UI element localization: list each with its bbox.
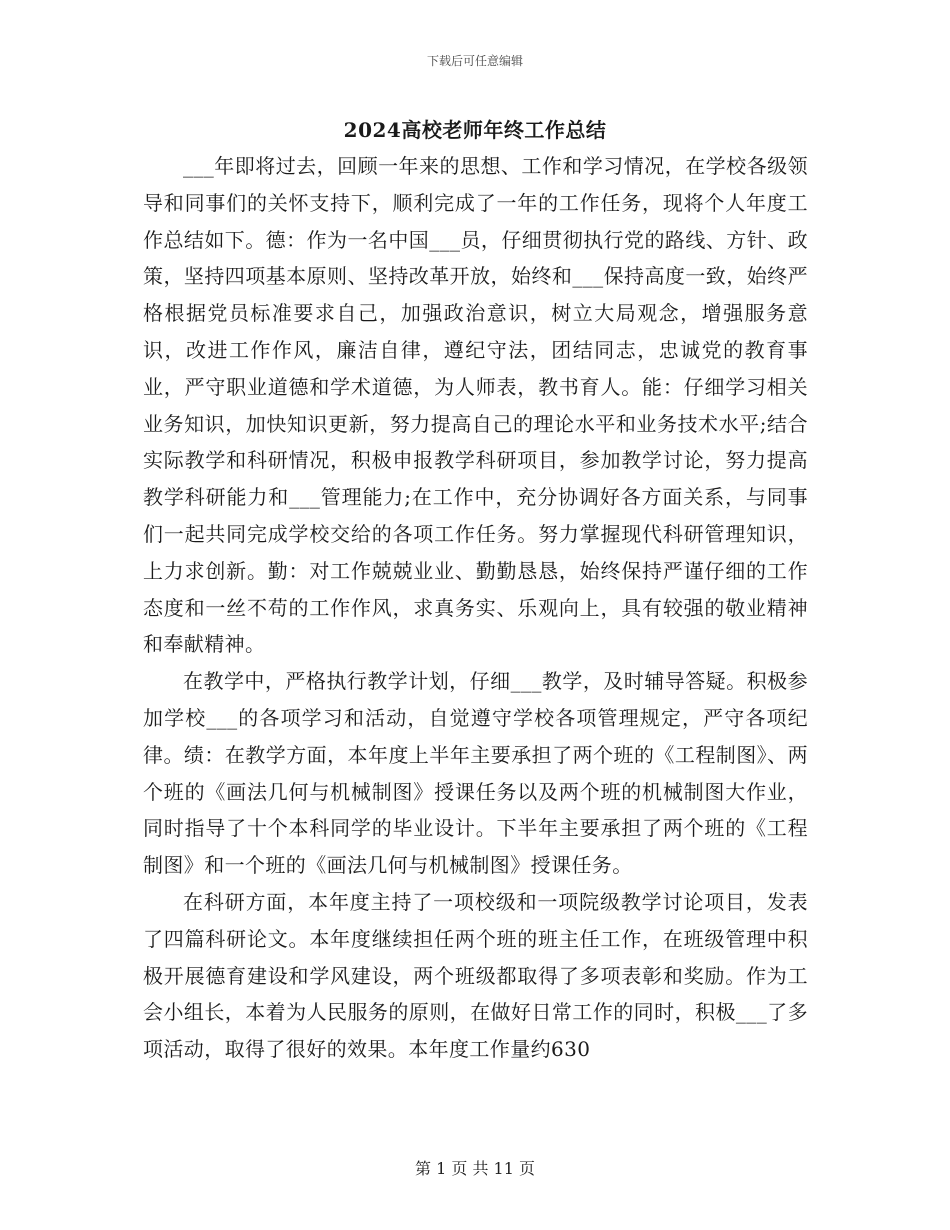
paragraph-3: 在科研方面，本年度主持了一项校级和一项院级教学讨论项目，发表了四篇科研论文。本年度继续担任两个班的班主任工作，在班级管理中积极开展德育建设和学风建设，两个班级都取得了多项表彰和奖励。作为工会小组长，本着为人民服务的原则，在做好日常工作的同时，积极___了多项活动，取得了很好的效果。本年度工作量约630 [143,889,808,1062]
document-title: 2024高校老师年终工作总结 [343,118,607,142]
page-header-note: 下载后可任意编辑 [426,54,523,68]
document-body [143,148,808,1068]
paragraph-1: ___年即将过去，回顾一年来的思想、工作和学习情况，在学校各级领导和同事们的关怀支持下，顺利完成了一年的工作任务，现将个人年度工作总结如下。德：作为一名中国___员，仔细贯彻执行党的路线、方针、政策，坚持四项基本原则、坚持改革开放，始终和___保持高度一致，始终严格根据党员标准要求自己，加强政治意识，树立大局观念，增强服务意识，改进工作作风，廉洁自律，遵纪守法，团结同志，忠诚党的教育事业，严守职业道德和学术道德，为人师表，教书育人。能：仔细学习相关业务知识，加快知识更新，努力提高自己的理论水平和业务技术水平;结合实际教学和科研情况，积极申报教学科研项目，参加教学讨论，努力提高教学科研能力和___管理能力;在工作中，充分协调好各方面关系，与同事们一起共同完成学校交给的各项工作任务。努力掌握现代科研管理知识，上力求创新。勤：对工作兢兢业业、勤勤恳恳，始终保持严谨仔细的工作态度和一丝不苟的工作作风，求真务实、乐观向上，具有较强的敬业精神和奉献精神。 [143,154,808,657]
paragraph-2: 在教学中，严格执行教学计划，仔细___教学，及时辅导答疑。积极参加学校___的各项学习和活动，自觉遵守学校各项管理规定，严守各项纪律。绩：在教学方面，本年度上半年主要承担了两个班的《工程制图》、两个班的《画法几何与机械制图》授课任务以及两个班的机械制图大作业，同时指导了十个本科同学的毕业设计。下半年主要承担了两个班的《工程制图》和一个班的《画法几何与机械制图》授课任务。 [143,669,808,878]
page-number-footer: 第 1 页 共 11 页 [415,1159,535,1178]
